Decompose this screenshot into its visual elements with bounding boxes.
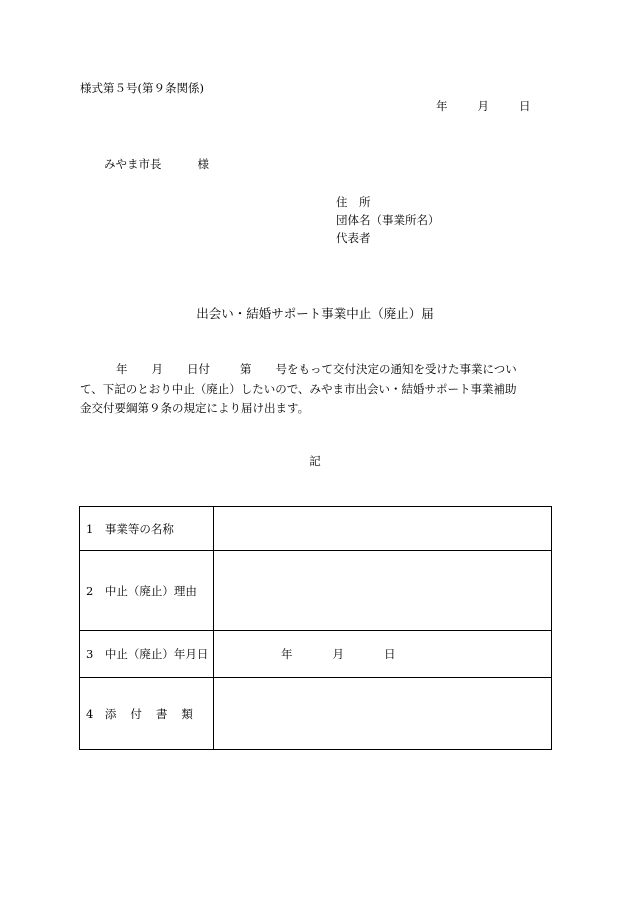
table-row: [80, 551, 552, 631]
row-label-text: 添付書類: [104, 706, 207, 721]
table-row: [80, 678, 552, 750]
body-line-1: [80, 360, 550, 380]
submission-date: [436, 98, 531, 114]
row-number: 1: [86, 521, 94, 536]
body-month: 月: [151, 362, 163, 376]
items-table: [79, 506, 552, 750]
row-value[interactable]: [214, 551, 552, 631]
ki-heading: 記: [309, 454, 321, 468]
row-number: 4: [86, 706, 94, 721]
form-number: 様式第５号(第９条関係): [80, 81, 204, 95]
row-label: [80, 551, 214, 631]
document-title: 出会い・結婚サポート事業中止（廃止）届: [196, 306, 434, 321]
representative-label: 代表者: [336, 231, 371, 245]
cell-day: 日: [384, 647, 396, 661]
row-number: 2: [86, 583, 94, 598]
row-label: [80, 631, 214, 678]
row-number: 3: [86, 647, 94, 661]
recipient-name: みやま市長: [104, 157, 162, 171]
table-row: [80, 631, 552, 678]
row-label: [80, 678, 214, 750]
row-label-text: 中止（廃止）年月日: [104, 647, 209, 661]
body-line-3: 金交付要綱第９条の規定により届け出ます。: [80, 401, 310, 415]
date-day-label: 日: [519, 99, 531, 113]
organization-label: 団体名（事業所名）: [336, 213, 440, 227]
cell-year: 年: [281, 647, 293, 661]
row-value[interactable]: [214, 507, 552, 551]
body-day: 日付: [187, 362, 210, 376]
row-label-text: 事業等の名称: [104, 521, 174, 536]
recipient: [104, 156, 209, 172]
row-value[interactable]: [214, 631, 552, 678]
row-label: [80, 507, 214, 551]
applicant-block: [336, 193, 440, 247]
body-text: [80, 360, 550, 419]
row-label-text: 中止（廃止）理由: [104, 583, 197, 598]
address-label: 住 所: [336, 195, 371, 209]
row-value[interactable]: [214, 678, 552, 750]
date-year-label: 年: [436, 99, 448, 113]
body-year: 年: [116, 362, 128, 376]
table-row: [80, 507, 552, 551]
cell-month: 月: [332, 647, 344, 661]
recipient-honorific: 様: [197, 157, 209, 171]
date-month-label: 月: [477, 99, 489, 113]
body-text-1: 号をもって交付決定の通知を受けた事業につい: [275, 362, 517, 376]
body-number-prefix: 第: [240, 362, 252, 376]
body-line-2: て、下記のとおり中止（廃止）したいので、みやま市出会い・結婚サポート事業補助: [80, 381, 517, 396]
